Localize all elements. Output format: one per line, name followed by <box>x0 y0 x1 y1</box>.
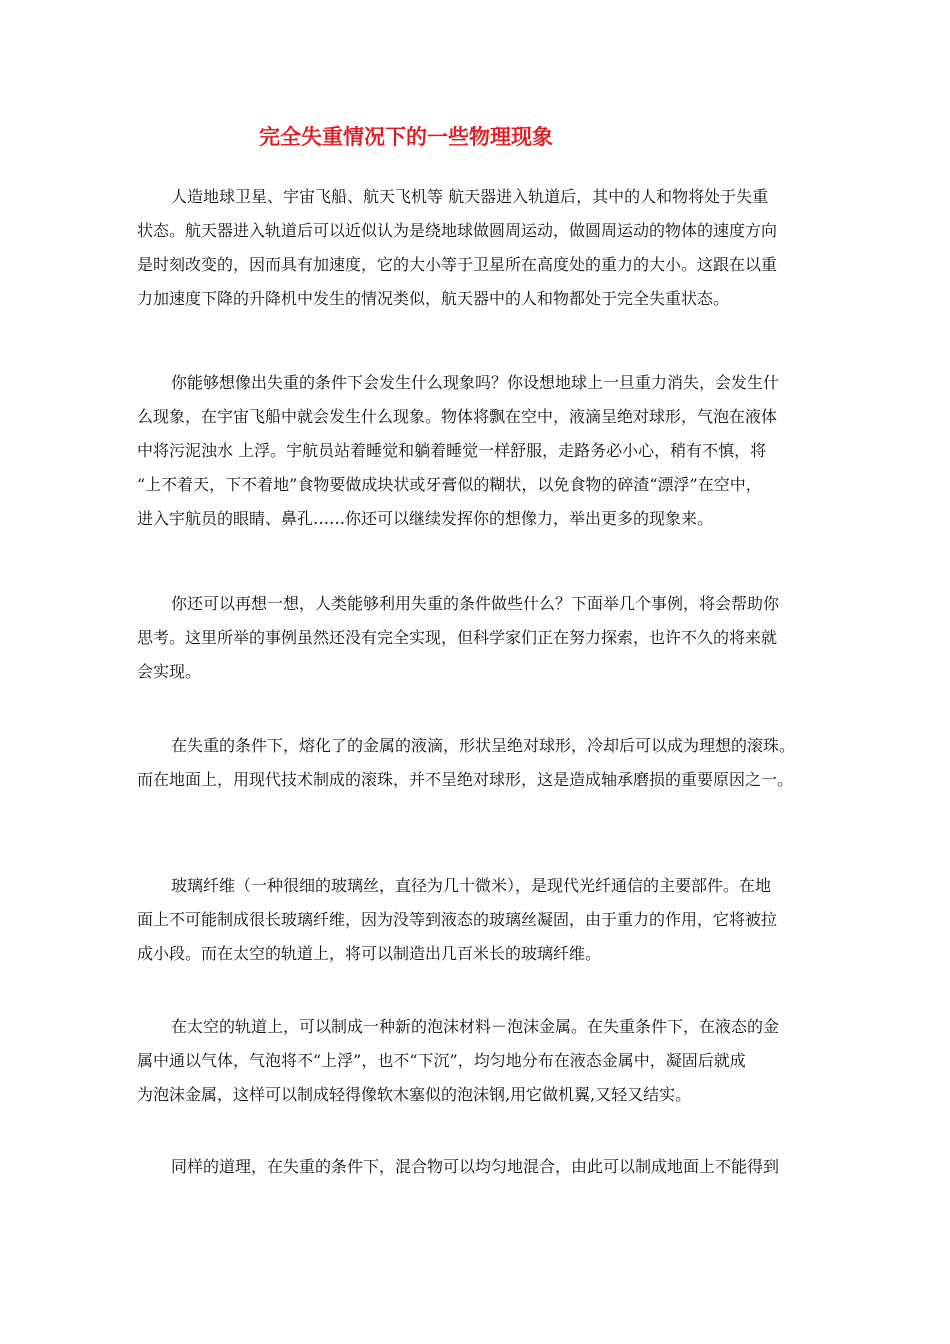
paragraph-mixtures <box>137 1157 827 1177</box>
text-line: 力加速度下降的升降机中发生的情况类似，航天器中的人和物都处于完全失重状态。 <box>137 289 730 308</box>
text-line: 思考。这里所举的事例虽然还没有完全实现，但科学家们正在努力探索，也许不久的将来就 <box>137 628 778 647</box>
text-line: 会实现。 <box>137 662 202 681</box>
text-line: 在失重的条件下，熔化了的金属的液滴，形状呈绝对球形，冷却后可以成为理想的滚珠。 <box>171 736 796 755</box>
text-line: 而在地面上，用现代技术制成的滚珠，并不呈绝对球形，这是造成轴承磨损的重要原因之一。 <box>137 770 794 789</box>
page-title: 完全失重情况下的一些物理现象 <box>259 125 553 149</box>
paragraph-ball-bearings <box>137 736 827 790</box>
paragraph-foam-metal <box>137 1017 827 1105</box>
paragraph-imagine-phenomena <box>137 373 827 529</box>
paragraph-glass-fiber <box>137 876 827 964</box>
text-line: 在太空的轨道上，可以制成一种新的泡沫材料－泡沫金属。在失重条件下，在液态的金 <box>171 1017 780 1036</box>
text-line: 同样的道理，在失重的条件下，混合物可以均匀地混合，由此可以制成地面上不能得到 <box>171 1157 780 1176</box>
text-line: 属中通以气体，气泡将不“上浮”，也不“下沉”，均匀地分布在液态金属中，凝固后就成 <box>137 1051 746 1070</box>
text-line: 中将污泥浊水 上浮。宇航员站着睡觉和躺着睡觉一样舒服，走路务必小心，稍有不慎，将 <box>137 441 767 460</box>
text-line: “上不着天，下不着地”食物要做成块状或牙膏似的糊状，以免食物的碎渣“漂浮”在空中， <box>137 475 762 494</box>
paragraph-utilization <box>137 594 827 682</box>
text-line: 是时刻改变的，因而具有加速度，它的大小等于卫星所在高度处的重力的大小。这跟在以重 <box>137 255 778 274</box>
paragraph-satellite-weightlessness <box>137 187 827 309</box>
text-line: 么现象，在宇宙飞船中就会发生什么现象。物体将飘在空中，液滴呈绝对球形，气泡在液体 <box>137 407 778 426</box>
text-line: 面上不可能制成很长玻璃纤维，因为没等到液态的玻璃丝凝固，由于重力的作用，它将被拉 <box>137 910 778 929</box>
text-line: 进入宇航员的眼睛、鼻孔……你还可以继续发挥你的想像力，举出更多的现象来。 <box>137 509 714 528</box>
text-line: 为泡沫金属，这样可以制成轻得像软木塞似的泡沫钢,用它做机翼,又轻又结实。 <box>137 1085 692 1104</box>
text-line: 你能够想像出失重的条件下会发生什么现象吗？你设想地球上一旦重力消失，会发生什 <box>171 373 780 392</box>
text-line: 成小段。而在太空的轨道上，将可以制造出几百米长的玻璃纤维。 <box>137 944 602 963</box>
text-line: 状态。航天器进入轨道后可以近似认为是绕地球做圆周运动，做圆周运动的物体的速度方向 <box>137 221 778 240</box>
text-line: 玻璃纤维（一种很细的玻璃丝，直径为几十微米），是现代光纤通信的主要部件。在地 <box>171 876 772 895</box>
text-line: 你还可以再想一想，人类能够利用失重的条件做些什么？下面举几个事例，将会帮助你 <box>171 594 780 613</box>
text-line: 人造地球卫星、宇宙飞船、航天飞机等 航天器进入轨道后，其中的人和物将处于失重 <box>171 187 769 206</box>
